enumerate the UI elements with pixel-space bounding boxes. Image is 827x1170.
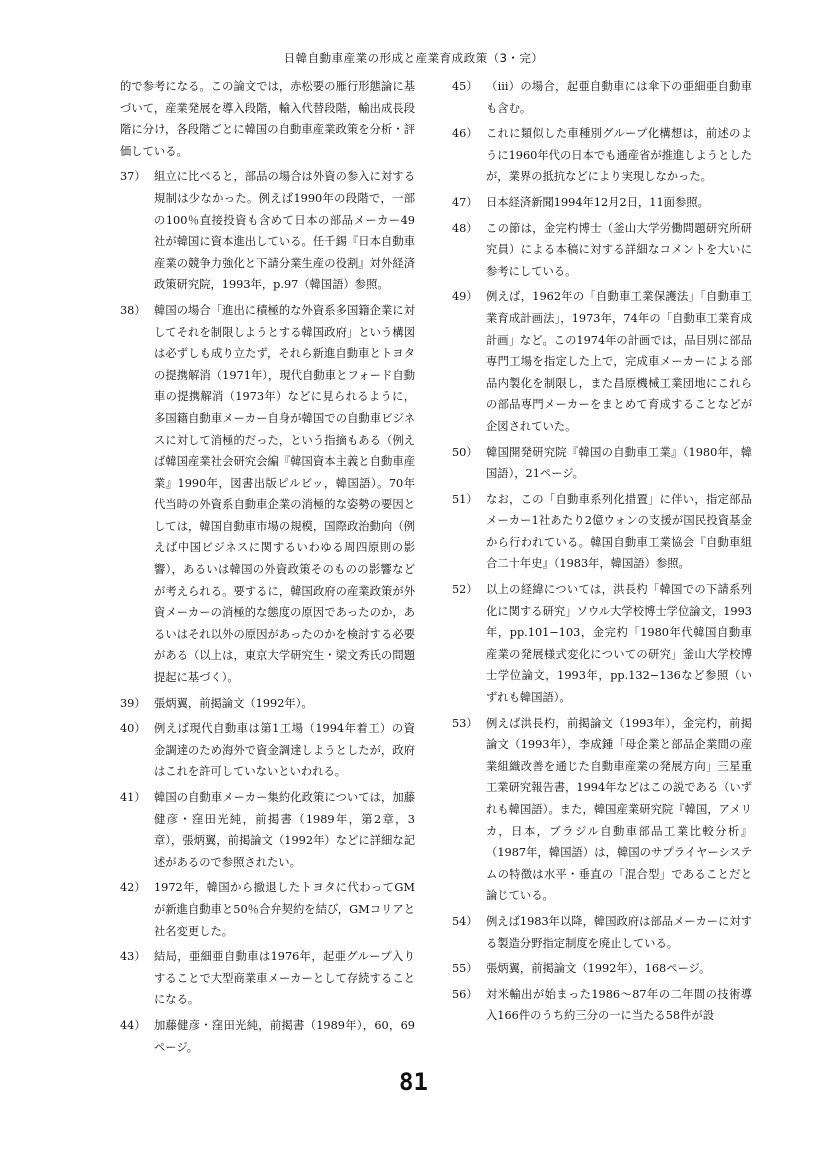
footnote-text: 張炳翼，前掲論文（1992年）。 (154, 696, 313, 710)
footnote-text: これに類似した車種別グループ化構想は，前述のように1960年代の日本でも通産省が推進しようとしたが，業界の抵抗などにより実現しなかった。 (486, 127, 752, 184)
footnote-number: 56） (452, 987, 478, 1001)
footnote-number: 48） (452, 221, 478, 235)
footnote-number: 44） (120, 1018, 146, 1032)
footnote-text: 張炳翼，前掲論文（1992年），168ページ。 (486, 962, 711, 976)
footnote-number: 50） (452, 445, 478, 459)
footnote-number: 47） (452, 195, 478, 209)
footnote-number: 43） (120, 950, 146, 964)
footnote-text: 以上の経緯については，洪長杓「韓国での下請系列化に関する研究」ソウル大学校博士学位論文，1993年，pp.101−103，金完杓「1980年代韓国自動車産業の発展様式変化についての研究」釜山大学校博士学位論文，1993年，pp.132−136など参照（いずれも韓国語）。 (486, 583, 752, 705)
footnote-55 (452, 958, 752, 980)
footnote-number: 53） (452, 716, 478, 730)
footnote-text: この節は，金完杓博士（釜山大学労働問題研究所研究員）による本稿に対する詳細なコメントを大いに参考にしている。 (486, 221, 752, 278)
footnote-text: 例えば現代自動車は第1工場（1994年着工）の資金調達のため海外で資金調達しようとしたが，政府はこれを許可していないといわれる。 (154, 722, 415, 779)
footnote-continuation (120, 76, 415, 162)
footnote-40 (120, 718, 415, 783)
footnote-text: 例えば洪長杓，前掲論文（1993年），金完杓，前掲論文（1993年），李成鍾「母企業と部品企業間の産業組織改善を通じた自動車産業の発展方向」三星重工業研究報告書，1994年などはこの説である（いずれも韓国語）。また，韓国産業研究院『韓国，アメリカ，日本，ブラジル自動車部品工業比較分析』（1987年，韓国語）は，韓国のサプライヤーシステムの特徴は水平・垂直の「混合型」であることだと論じている。 (486, 716, 752, 903)
footnote-number: 37） (120, 170, 146, 184)
footnote-44 (120, 1015, 415, 1058)
footnote-text: 韓国の場合「進出に積極的な外資系多国籍企業に対してそれを制限しようとする韓国政府」という構図は必ずしも成り立たず，それら新進自動車とトヨタの提携解消（1971年），現代自動車とフォード自動車の提携解消（1973年）などに見られるように，多国籍自動車メーカー自身が韓国での自動車ビジネスに対して消極的だった，という指摘もある（例えば韓国産業社会研究会編『韓国資本主義と自動車産業』1990年，図書出版ピルビッ，韓国語）。70年代当時の外資系自動車企業の消極的な姿勢の要因としては，韓国自動車市場の規模，国際政治動向（例えば中国ビジネスに関するいわゆる周四原則の影響），あるいは韓国の外資政策そのものの影響などが考えられる。要するに，韓国政府の産業政策が外資メーカーの消極的な態度の原因であったのか，あるいはそれ以外の原因があったのかを検討する必要がある（以上は，東京大学研究生・梁文秀氏の問題提起に基づく）。 (154, 303, 415, 685)
footnote-text: （iii）の場合，起亜自動車には傘下の亜細亜自動車も含む。 (486, 80, 752, 115)
footnote-number: 55） (452, 962, 478, 976)
footnote-54 (452, 911, 752, 954)
footnote-42 (120, 877, 415, 942)
footnote-39 (120, 693, 415, 715)
right-column (452, 76, 752, 1031)
footnote-number: 40） (120, 722, 146, 736)
footnote-56 (452, 984, 752, 1027)
footnote-number: 42） (120, 881, 146, 895)
footnote-41 (120, 787, 415, 873)
footnote-number: 41） (120, 791, 146, 804)
footnote-number: 46） (452, 127, 478, 141)
page-number: 81 (399, 1068, 428, 1096)
footnote-43 (120, 946, 415, 1011)
footnote-53 (452, 713, 752, 907)
footnote-text: 結局，亜細亜自動車は1976年，起亜グループ入りすることで大型商業車メーカーとして存続することになる。 (154, 950, 415, 1007)
footnote-number: 45） (452, 80, 478, 93)
footnote-50 (452, 442, 752, 485)
footnote-text: 韓国の自動車メーカー集約化政策については，加藤健彦・窪田光純，前掲書（1989年，第2章，3章），張炳翼，前掲論文（1992年）などに詳細な記述があるので参照されたい。 (154, 791, 415, 869)
footnote-number: 39） (120, 696, 146, 710)
running-header: 日韓自動車産業の形成と産業育成政策（3・完） (283, 51, 544, 65)
left-column (120, 76, 415, 1062)
footnote-46 (452, 123, 752, 188)
footnote-text: 対米輸出が始まった1986〜87年の二年間の技術導入166件のうち約三分の一に当たる58件が設 (486, 987, 752, 1023)
footnote-text: 加藤健彦・窪田光純，前掲書（1989年），60，69ページ。 (154, 1018, 415, 1054)
footnote-number: 52） (452, 583, 478, 597)
footnote-48 (452, 218, 752, 283)
footnote-text: 的で参考になる。この論文では，赤松要の雁行形態論に基づいて，産業発展を導入段階，輸入代替段階，輸出成長段階に分け，各段階ごとに韓国の自動車産業政策を分析・評価している。 (120, 80, 415, 158)
footnote-47 (452, 192, 752, 214)
footnote-number: 54） (452, 914, 478, 928)
footnote-52 (452, 579, 752, 709)
footnote-text: 組立に比べると，部品の場合は外資の参入に対する規制は少なかった。例えば1990年の段階で，一部の100％直接投資も含めて日本の部品メーカー49社が韓国に資本進出している。任千錫『日本自動車産業の競争力強化と下請分業生産の役割』対外経済政策研究院，1993年，p.97（韓国語）参照。 (154, 170, 415, 292)
footnote-37 (120, 166, 415, 296)
footnote-number: 49） (452, 290, 478, 304)
footnote-38 (120, 300, 415, 689)
footnote-49 (452, 286, 752, 437)
footnote-text: 例えば1983年以降，韓国政府は部品メーカーに対する製造分野指定制度を廃止している。 (486, 914, 752, 950)
footnote-text: 1972年，韓国から撤退したトヨタに代わってGMが新進自動車と50％合弁契約を結び，GMコリアと社名変更した。 (154, 881, 415, 938)
footnote-number: 51） (452, 492, 478, 506)
footnote-51 (452, 489, 752, 575)
footnote-text: 日本経済新聞1994年12月2日，11面参照。 (486, 195, 709, 209)
footnote-text: 例えば，1962年の「自動車工業保護法」「自動車工業育成計画法」，1973年，74年の「自動車工業育成計画」など。この1974年の計画では，品目別に部品専門工場を指定した上で，完成車メーカーによる部品内製化を制限し，また昌原機械工業団地にこれらの部品専門メーカーをまとめて育成することなどが企図されていた。 (486, 290, 752, 433)
footnote-number: 38） (120, 303, 146, 317)
footnote-text: なお，この「自動車系列化措置」に伴い，指定部品メーカー1社あたり2億ウォンの支援が国民投資基金から行われている。韓国自動車工業協会『自動車組合二十年史』（1983年，韓国語）参照。 (486, 492, 752, 571)
footnote-45 (452, 76, 752, 119)
footnote-text: 韓国開発研究院『韓国の自動車工業』（1980年，韓国語），21ページ。 (486, 445, 752, 481)
